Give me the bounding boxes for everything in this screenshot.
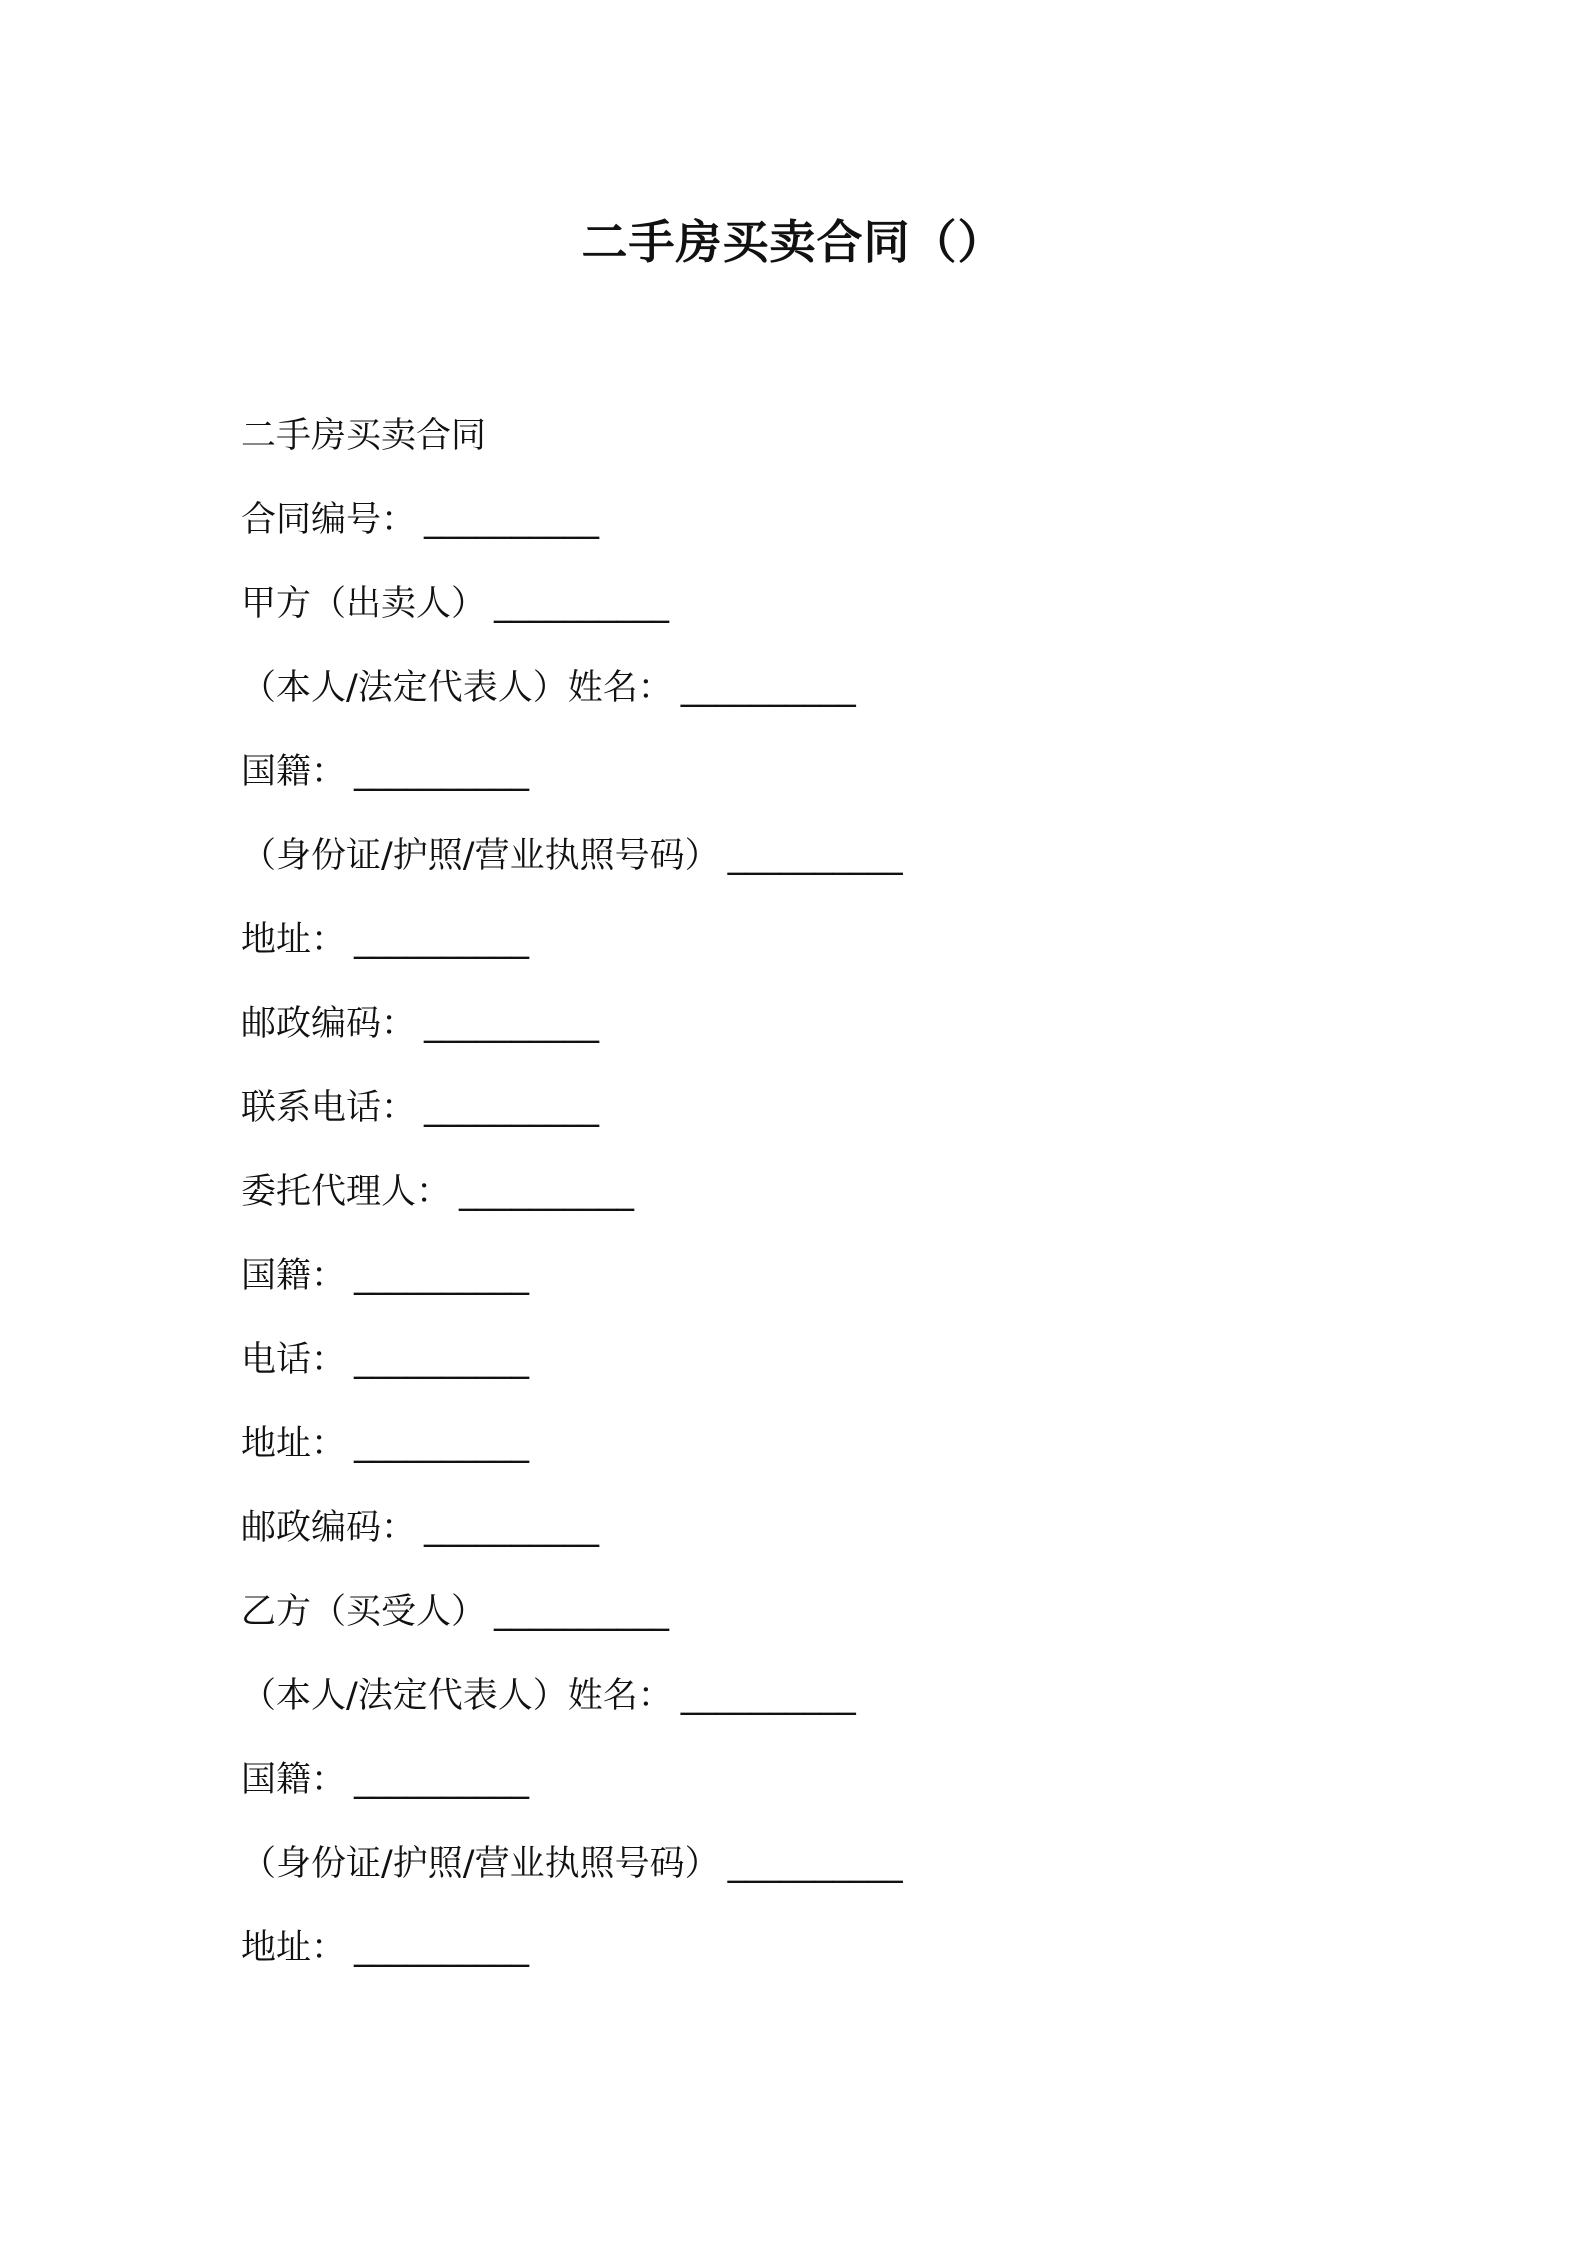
agent-line	[241, 1162, 1361, 1246]
line-label: 电话：	[241, 1340, 347, 1380]
party-b-name-line	[241, 1666, 1361, 1750]
fill-blank: __________	[354, 1340, 530, 1380]
party-a-phone-line	[241, 1078, 1361, 1162]
fill-blank: __________	[459, 1172, 635, 1212]
party-b-address-line	[241, 1918, 1361, 2002]
party-b-nationality-line	[241, 1750, 1361, 1834]
line-label: 二手房买卖合同	[241, 416, 487, 456]
line-label: 邮政编码：	[241, 1508, 417, 1548]
contract-number-line	[241, 490, 1361, 574]
contract-heading-line	[241, 406, 1361, 490]
agent-address-line	[241, 1414, 1361, 1498]
party-a-postcode-line	[241, 994, 1361, 1078]
fill-blank: __________	[424, 1508, 600, 1548]
fill-blank: __________	[727, 1844, 903, 1884]
line-label: 地址：	[241, 1424, 347, 1464]
fill-blank: __________	[354, 920, 530, 960]
party-a-address-line	[241, 910, 1361, 994]
fill-blank: __________	[354, 1928, 530, 1968]
fill-blank: __________	[494, 1592, 670, 1632]
line-label: 地址：	[241, 920, 347, 960]
fill-blank: __________	[354, 1256, 530, 1296]
fill-blank: __________	[680, 1676, 856, 1716]
party-a-nationality-line	[241, 742, 1361, 826]
line-label: （本人/法定代表人）姓名：	[241, 1676, 673, 1716]
fill-blank: __________	[494, 584, 670, 624]
line-label: 国籍：	[241, 752, 347, 792]
fill-blank: __________	[727, 836, 903, 876]
line-label: 国籍：	[241, 1760, 347, 1800]
line-label: 甲方（出卖人）	[241, 584, 487, 624]
party-a-line	[241, 574, 1361, 658]
party-a-id-line	[241, 826, 1361, 910]
fill-blank: __________	[354, 1760, 530, 1800]
line-label: 乙方（买受人）	[241, 1592, 487, 1632]
line-label: （本人/法定代表人）姓名：	[241, 668, 673, 708]
agent-phone-line	[241, 1330, 1361, 1414]
fill-blank: __________	[680, 668, 856, 708]
agent-nationality-line	[241, 1246, 1361, 1330]
line-label: （身份证/护照/营业执照号码）	[241, 836, 720, 876]
fill-blank: __________	[354, 752, 530, 792]
contract-fields	[241, 406, 1361, 2002]
fill-blank: __________	[424, 1004, 600, 1044]
line-label: （身份证/护照/营业执照号码）	[241, 1844, 720, 1884]
party-a-name-line	[241, 658, 1361, 742]
line-label: 联系电话：	[241, 1088, 417, 1128]
line-label: 地址：	[241, 1928, 347, 1968]
agent-postcode-line	[241, 1498, 1361, 1582]
document-title: 二手房买卖合同（）	[581, 215, 1005, 269]
line-label: 国籍：	[241, 1256, 347, 1296]
fill-blank: __________	[424, 500, 600, 540]
party-b-line	[241, 1582, 1361, 1666]
line-label: 邮政编码：	[241, 1004, 417, 1044]
party-b-id-line	[241, 1834, 1361, 1918]
fill-blank: __________	[424, 1088, 600, 1128]
line-label: 合同编号：	[241, 500, 417, 540]
line-label: 委托代理人：	[241, 1172, 452, 1212]
fill-blank: __________	[354, 1424, 530, 1464]
